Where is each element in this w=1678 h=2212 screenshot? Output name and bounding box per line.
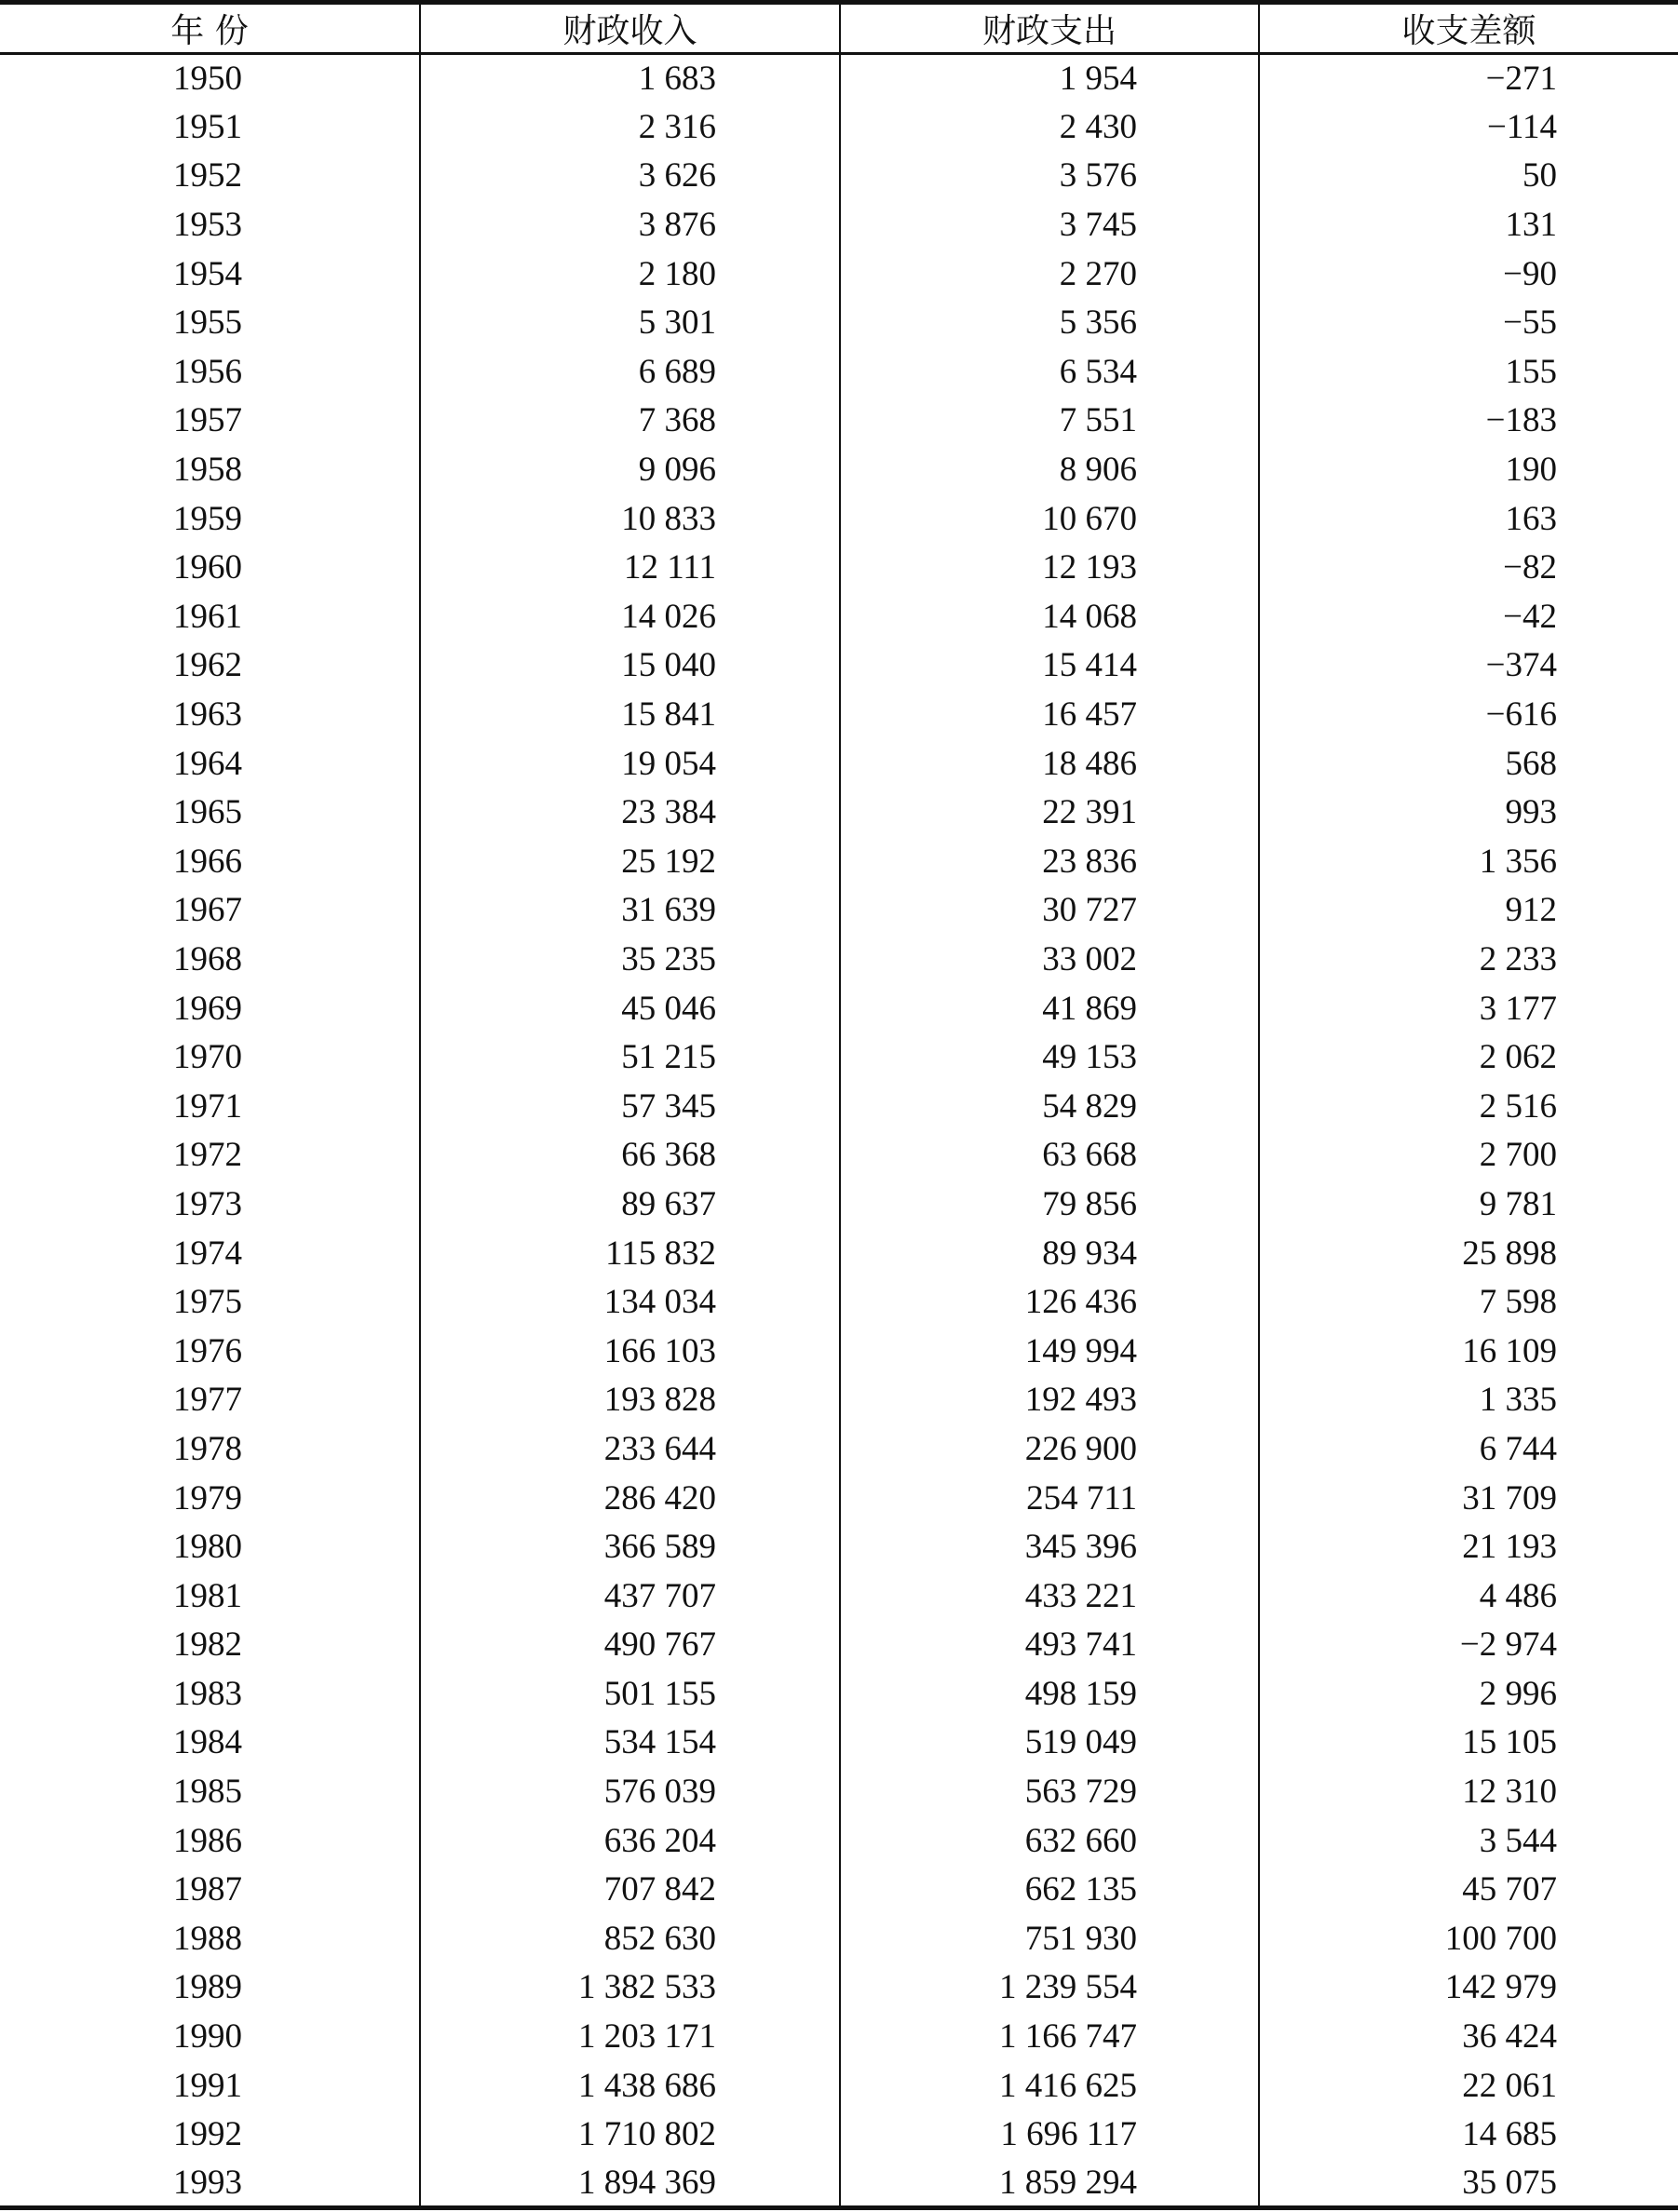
cell-revenue: 534 154	[420, 1719, 840, 1768]
cell-year: 1986	[173, 1821, 242, 1860]
cell-balance: −616	[1259, 690, 1678, 739]
cell-expenditure: 33 002	[840, 935, 1259, 984]
cell-year: 1965	[173, 793, 242, 832]
table-row	[0, 152, 1678, 201]
cell-revenue: 15 040	[420, 641, 840, 691]
cell-expenditure: 345 396	[840, 1522, 1259, 1571]
cell-year: 1976	[173, 1331, 242, 1370]
table-row	[0, 543, 1678, 592]
cell-expenditure: 126 436	[840, 1277, 1259, 1327]
table-row	[0, 1180, 1678, 1229]
cell-balance: 36 424	[1259, 2012, 1678, 2061]
cell-revenue: 35 235	[420, 935, 840, 984]
cell-expenditure: 1 954	[840, 54, 1259, 103]
table-row	[0, 592, 1678, 641]
cell-year: 1974	[173, 1234, 242, 1273]
cell-year: 1960	[173, 548, 242, 587]
cell-expenditure: 519 049	[840, 1719, 1259, 1768]
cell-year: 1952	[173, 156, 242, 196]
cell-expenditure: 8 906	[840, 445, 1259, 494]
cell-expenditure: 1 166 747	[840, 2012, 1259, 2061]
cell-expenditure: 23 836	[840, 837, 1259, 886]
cell-balance: −90	[1259, 250, 1678, 299]
cell-revenue: 707 842	[420, 1865, 840, 1914]
table-row	[0, 1719, 1678, 1768]
cell-year: 1964	[173, 744, 242, 783]
cell-revenue: 366 589	[420, 1522, 840, 1571]
cell-revenue: 9 096	[420, 445, 840, 494]
cell-revenue: 2 180	[420, 250, 840, 299]
cell-year: 1978	[173, 1429, 242, 1468]
cell-revenue: 1 683	[420, 54, 840, 103]
cell-expenditure: 12 193	[840, 543, 1259, 592]
table-row	[0, 837, 1678, 886]
table-row	[0, 1816, 1678, 1866]
cell-expenditure: 563 729	[840, 1767, 1259, 1816]
cell-revenue: 501 155	[420, 1669, 840, 1719]
cell-balance: 4 486	[1259, 1571, 1678, 1621]
table-row	[0, 1522, 1678, 1571]
cell-expenditure: 2 270	[840, 250, 1259, 299]
cell-year: 1959	[173, 499, 242, 538]
cell-revenue: 193 828	[420, 1376, 840, 1425]
cell-revenue: 286 420	[420, 1474, 840, 1523]
table-row	[0, 935, 1678, 984]
header-year: 年 份	[0, 3, 420, 54]
cell-balance: 1 356	[1259, 837, 1678, 886]
cell-year: 1977	[173, 1381, 242, 1420]
table-row	[0, 739, 1678, 789]
table-row	[0, 2159, 1678, 2208]
table-row	[0, 1424, 1678, 1474]
cell-revenue: 5 301	[420, 298, 840, 347]
table-row	[0, 250, 1678, 299]
cell-year: 1955	[173, 303, 242, 343]
cell-year: 1957	[173, 401, 242, 440]
cell-year: 1985	[173, 1773, 242, 1812]
table-row	[0, 445, 1678, 494]
cell-expenditure: 498 159	[840, 1669, 1259, 1719]
table-row	[0, 2012, 1678, 2061]
table-row	[0, 347, 1678, 397]
cell-expenditure: 3 745	[840, 200, 1259, 250]
cell-year: 1981	[173, 1576, 242, 1615]
cell-balance: 142 979	[1259, 1963, 1678, 2013]
cell-balance: 190	[1259, 445, 1678, 494]
cell-revenue: 15 841	[420, 690, 840, 739]
table-row	[0, 54, 1678, 103]
cell-balance: 21 193	[1259, 1522, 1678, 1571]
cell-balance: 15 105	[1259, 1719, 1678, 1768]
cell-balance: 50	[1259, 152, 1678, 201]
table-row	[0, 886, 1678, 936]
cell-expenditure: 149 994	[840, 1327, 1259, 1376]
cell-balance: 31 709	[1259, 1474, 1678, 1523]
header-balance: 收支差额	[1259, 3, 1678, 54]
cell-revenue: 10 833	[420, 494, 840, 544]
table-row	[0, 1376, 1678, 1425]
cell-expenditure: 2 430	[840, 102, 1259, 152]
cell-balance: −2 974	[1259, 1621, 1678, 1670]
table-body	[0, 54, 1678, 2208]
table-row	[0, 397, 1678, 446]
table-row	[0, 1131, 1678, 1180]
cell-revenue: 490 767	[420, 1621, 840, 1670]
cell-year: 1982	[173, 1625, 242, 1665]
cell-year: 1983	[173, 1674, 242, 1713]
cell-revenue: 1 382 533	[420, 1963, 840, 2013]
cell-year: 1969	[173, 989, 242, 1028]
cell-balance: −271	[1259, 54, 1678, 103]
cell-expenditure: 7 551	[840, 397, 1259, 446]
cell-year: 1954	[173, 254, 242, 293]
cell-year: 1975	[173, 1283, 242, 1322]
table-row	[0, 1621, 1678, 1670]
table-row	[0, 1082, 1678, 1131]
cell-revenue: 31 639	[420, 886, 840, 936]
cell-revenue: 3 876	[420, 200, 840, 250]
cell-year: 1971	[173, 1086, 242, 1126]
cell-expenditure: 1 416 625	[840, 2061, 1259, 2111]
cell-expenditure: 1 696 117	[840, 2110, 1259, 2159]
cell-balance: 12 310	[1259, 1767, 1678, 1816]
cell-year: 1958	[173, 451, 242, 490]
cell-expenditure: 3 576	[840, 152, 1259, 201]
table-row	[0, 494, 1678, 544]
cell-year: 1962	[173, 646, 242, 685]
table-row	[0, 1474, 1678, 1523]
cell-revenue: 437 707	[420, 1571, 840, 1621]
table-row	[0, 1277, 1678, 1327]
cell-year: 1993	[0, 2159, 420, 2208]
cell-expenditure: 30 727	[840, 886, 1259, 936]
cell-balance: 9 781	[1259, 1180, 1678, 1229]
cell-revenue: 115 832	[420, 1229, 840, 1278]
cell-revenue: 66 368	[420, 1131, 840, 1180]
cell-year: 1961	[173, 597, 242, 636]
cell-revenue: 233 644	[420, 1424, 840, 1474]
cell-balance: −374	[1259, 641, 1678, 691]
cell-balance: −42	[1259, 592, 1678, 641]
cell-expenditure: 662 135	[840, 1865, 1259, 1914]
cell-year: 1972	[173, 1136, 242, 1175]
cell-revenue: 23 384	[420, 788, 840, 837]
table-row	[0, 1914, 1678, 1963]
cell-expenditure: 751 930	[840, 1914, 1259, 1963]
cell-balance: 22 061	[1259, 2061, 1678, 2111]
table-row	[0, 984, 1678, 1033]
header-row	[0, 3, 1678, 54]
cell-balance: −183	[1259, 397, 1678, 446]
cell-expenditure: 1 239 554	[840, 1963, 1259, 2013]
cell-expenditure: 433 221	[840, 1571, 1259, 1621]
cell-expenditure: 14 068	[840, 592, 1259, 641]
cell-expenditure: 41 869	[840, 984, 1259, 1033]
cell-expenditure: 63 668	[840, 1131, 1259, 1180]
table-row	[0, 1032, 1678, 1082]
cell-expenditure: 254 711	[840, 1474, 1259, 1523]
cell-expenditure: 22 391	[840, 788, 1259, 837]
cell-balance: 2 996	[1259, 1669, 1678, 1719]
cell-balance: 100 700	[1259, 1914, 1678, 1963]
table-row	[0, 641, 1678, 691]
cell-balance: 2 062	[1259, 1032, 1678, 1082]
cell-revenue: 134 034	[420, 1277, 840, 1327]
cell-expenditure: 6 534	[840, 347, 1259, 397]
cell-balance: 3 544	[1259, 1816, 1678, 1866]
header-revenue: 财政收入	[420, 3, 840, 54]
cell-expenditure: 5 356	[840, 298, 1259, 347]
cell-revenue: 12 111	[420, 543, 840, 592]
cell-year: 1992	[173, 2115, 242, 2154]
cell-balance: 2 233	[1259, 935, 1678, 984]
cell-balance: 1 335	[1259, 1376, 1678, 1425]
cell-revenue: 25 192	[420, 837, 840, 886]
cell-expenditure: 1 859 294	[840, 2159, 1259, 2208]
cell-expenditure: 18 486	[840, 739, 1259, 789]
cell-expenditure: 493 741	[840, 1621, 1259, 1670]
cell-balance: 163	[1259, 494, 1678, 544]
table-row	[0, 2110, 1678, 2159]
cell-revenue: 7 368	[420, 397, 840, 446]
table-row	[0, 102, 1678, 152]
cell-expenditure: 79 856	[840, 1180, 1259, 1229]
cell-balance: −82	[1259, 543, 1678, 592]
cell-balance: 2 700	[1259, 1131, 1678, 1180]
cell-expenditure: 49 153	[840, 1032, 1259, 1082]
cell-expenditure: 226 900	[840, 1424, 1259, 1474]
cell-year: 1953	[173, 206, 242, 245]
cell-expenditure: 192 493	[840, 1376, 1259, 1425]
table-row	[0, 2061, 1678, 2111]
cell-revenue: 19 054	[420, 739, 840, 789]
table-header	[0, 3, 1678, 54]
cell-expenditure: 16 457	[840, 690, 1259, 739]
table-row	[0, 1571, 1678, 1621]
header-expenditure: 财政支出	[840, 3, 1259, 54]
cell-expenditure: 632 660	[840, 1816, 1259, 1866]
table-row	[0, 1963, 1678, 2013]
cell-expenditure: 89 934	[840, 1229, 1259, 1278]
table-row	[0, 1229, 1678, 1278]
cell-revenue: 1 203 171	[420, 2012, 840, 2061]
cell-revenue: 3 626	[420, 152, 840, 201]
table-row	[0, 788, 1678, 837]
cell-balance: −55	[1259, 298, 1678, 347]
cell-year: 1970	[173, 1038, 242, 1077]
cell-revenue: 1 894 369	[420, 2159, 840, 2208]
cell-balance: 3 177	[1259, 984, 1678, 1033]
cell-balance: 993	[1259, 788, 1678, 837]
cell-year: 1979	[173, 1478, 242, 1517]
cell-revenue: 57 345	[420, 1082, 840, 1131]
cell-year: 1951	[173, 107, 242, 146]
cell-balance: 7 598	[1259, 1277, 1678, 1327]
cell-balance: 16 109	[1259, 1327, 1678, 1376]
cell-year: 1987	[173, 1870, 242, 1909]
table-row	[0, 1669, 1678, 1719]
cell-year: 1990	[173, 2017, 242, 2057]
cell-year: 1950	[173, 60, 242, 99]
cell-revenue: 89 637	[420, 1180, 840, 1229]
cell-expenditure: 15 414	[840, 641, 1259, 691]
table-row	[0, 1327, 1678, 1376]
cell-revenue: 2 316	[420, 102, 840, 152]
cell-expenditure: 10 670	[840, 494, 1259, 544]
cell-year: 1984	[173, 1723, 242, 1762]
cell-balance: 45 707	[1259, 1865, 1678, 1914]
cell-revenue: 51 215	[420, 1032, 840, 1082]
cell-balance: 25 898	[1259, 1229, 1678, 1278]
cell-year: 1963	[173, 695, 242, 735]
cell-expenditure: 54 829	[840, 1082, 1259, 1131]
cell-balance: 14 685	[1259, 2110, 1678, 2159]
cell-year: 1966	[173, 842, 242, 881]
cell-year: 1991	[173, 2066, 242, 2105]
cell-year: 1967	[173, 891, 242, 930]
cell-balance: 568	[1259, 739, 1678, 789]
table-row	[0, 200, 1678, 250]
cell-balance: 131	[1259, 200, 1678, 250]
cell-revenue: 166 103	[420, 1327, 840, 1376]
table-row	[0, 1865, 1678, 1914]
cell-revenue: 852 630	[420, 1914, 840, 1963]
table-row	[0, 1767, 1678, 1816]
cell-revenue: 576 039	[420, 1767, 840, 1816]
cell-revenue: 636 204	[420, 1816, 840, 1866]
cell-revenue: 45 046	[420, 984, 840, 1033]
cell-year: 1973	[173, 1184, 242, 1223]
table-row	[0, 298, 1678, 347]
cell-balance: 35 075	[1259, 2159, 1678, 2208]
cell-year: 1980	[173, 1528, 242, 1567]
cell-revenue: 6 689	[420, 347, 840, 397]
cell-balance: 2 516	[1259, 1082, 1678, 1131]
cell-balance: 6 744	[1259, 1424, 1678, 1474]
cell-balance: −114	[1259, 102, 1678, 152]
cell-year: 1988	[173, 1919, 242, 1958]
cell-balance: 912	[1259, 886, 1678, 936]
table-row	[0, 690, 1678, 739]
cell-revenue: 14 026	[420, 592, 840, 641]
cell-year: 1968	[173, 939, 242, 978]
cell-year: 1956	[173, 352, 242, 391]
cell-revenue: 1 710 802	[420, 2110, 840, 2159]
cell-revenue: 1 438 686	[420, 2061, 840, 2111]
cell-year: 1989	[173, 1968, 242, 2007]
cell-balance: 155	[1259, 347, 1678, 397]
